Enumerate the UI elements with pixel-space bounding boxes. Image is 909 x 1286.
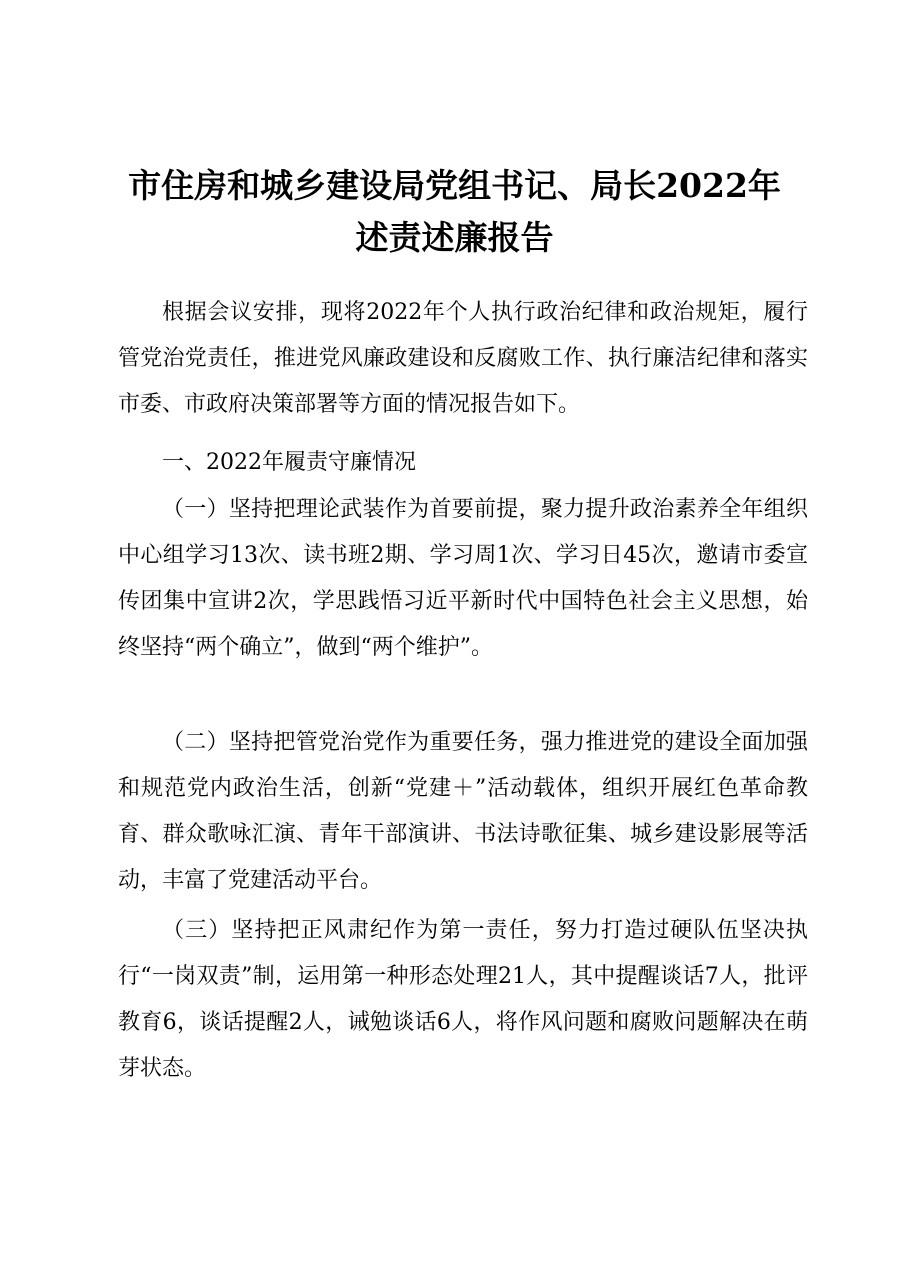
paragraph-item-3 xyxy=(118,908,808,1092)
section-heading-text: 一、2022年履责守廉情况 xyxy=(162,450,416,475)
section-heading xyxy=(118,440,808,486)
paragraph-item-2 xyxy=(118,720,808,904)
document-title-line-2: 述责述廉报告 xyxy=(355,218,554,257)
document-title-line-1: 市住房和城乡建设局党组书记、局长2022年 xyxy=(128,166,781,205)
paragraph-text: （一）坚持把理论武装作为首要前提，聚力提升政治素养全年组织中心组学习13次、读书班2期、学习周1次、学习日45次，邀请市委宣传团集中宣讲2次，学思践悟习近平新时代中国特色社会主义思想，始终坚持“两个确立”，做到“两个维护”。 xyxy=(118,497,808,660)
intro-paragraph xyxy=(118,290,808,428)
paragraph-text: 根据会议安排，现将2022年个人执行政治纪律和政治规矩，履行管党治党责任，推进党风廉政建设和反腐败工作、执行廉洁纪律和落实市委、市政府决策部署等方面的情况报告如下。 xyxy=(118,300,808,417)
paragraph-item-1 xyxy=(118,487,808,671)
paragraph-text: （三）坚持把正风肃纪作为第一责任，努力打造过硬队伍坚决执行“一岗双责”制，运用第一种形态处理21人，其中提醒谈话7人，批评教育6，谈话提醒2人，诫勉谈话6人，将作风问题和腐败问题解决在萌芽状态。 xyxy=(118,918,808,1081)
paragraph-text: （二）坚持把管党治党作为重要任务，强力推进党的建设全面加强和规范党内政治生活，创新“党建＋”活动载体，组织开展红色革命教育、群众歌咏汇演、青年干部演讲、书法诗歌征集、城乡建设影展等活动，丰富了党建活动平台。 xyxy=(118,730,808,893)
